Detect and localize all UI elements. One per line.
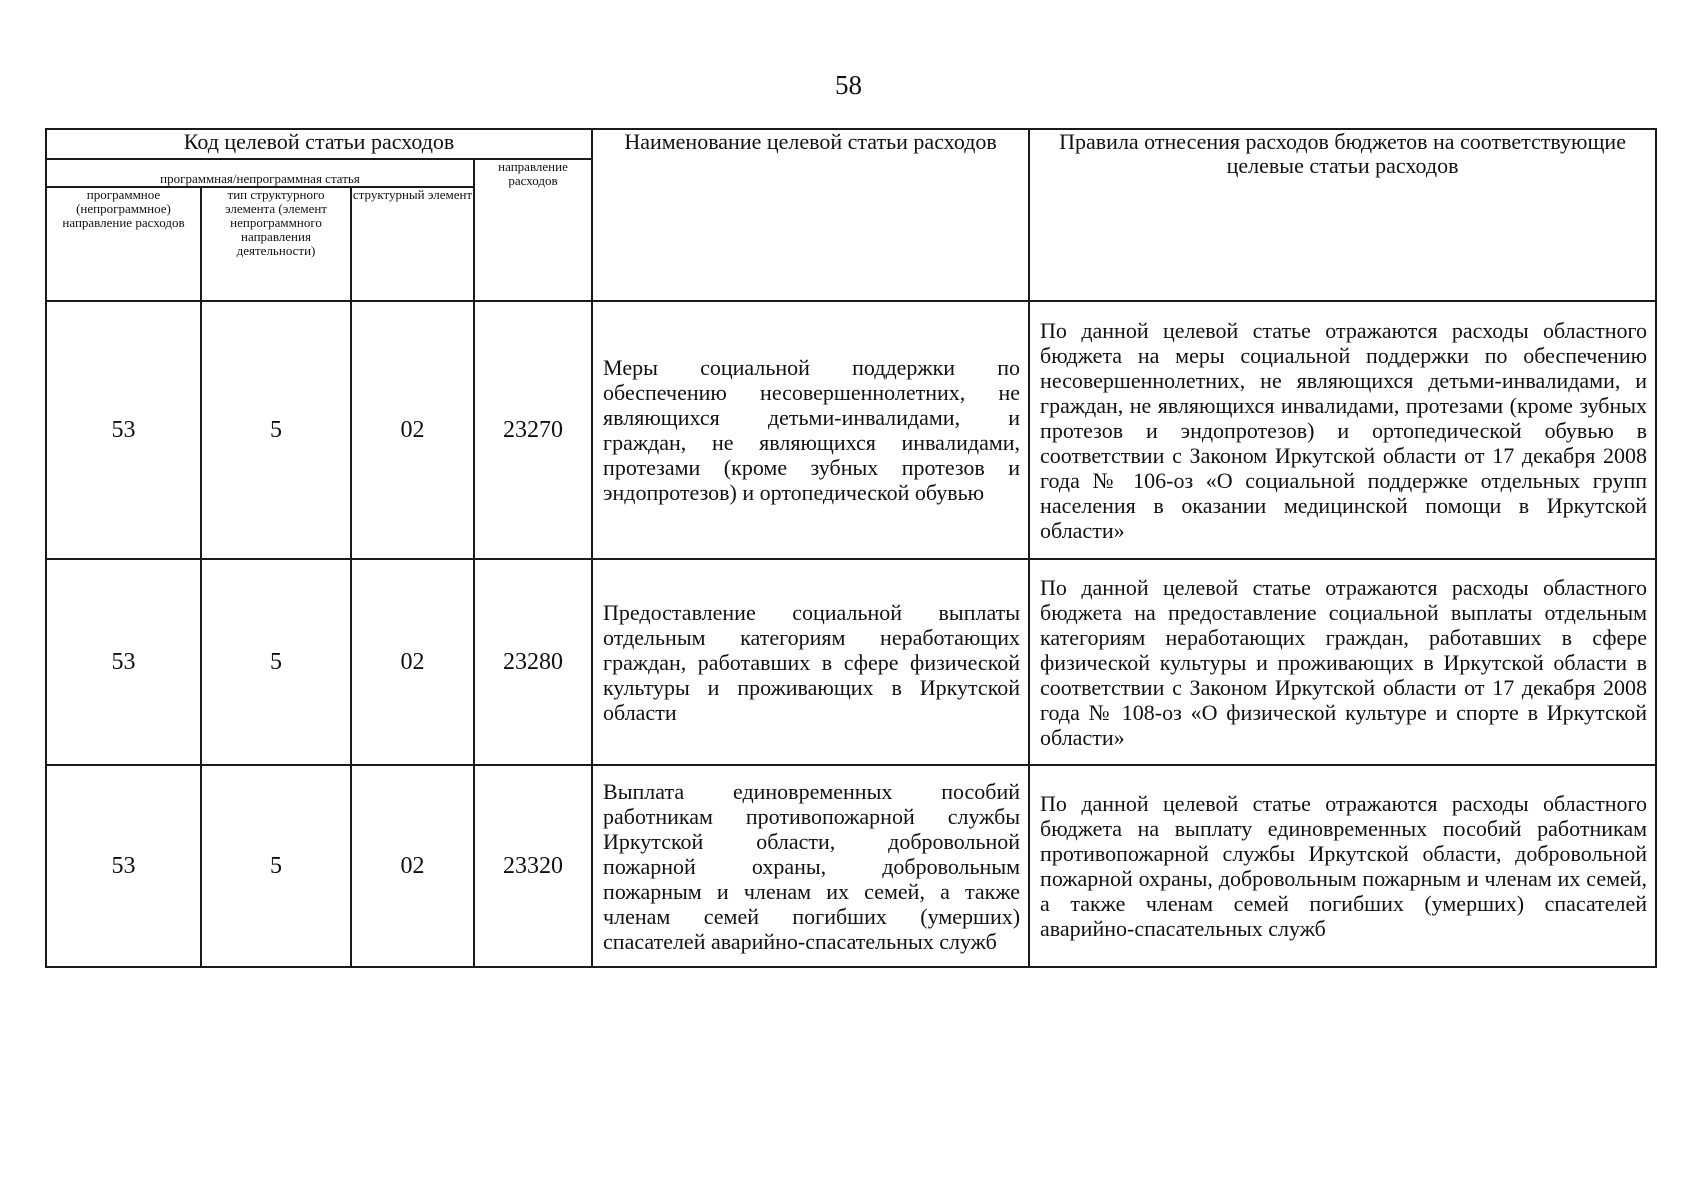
table-row	[46, 559, 1656, 765]
page-number: 58	[835, 70, 862, 100]
article-rule-cell: По данной целевой статье отражаются расходы областного бюджета на меры социальной поддержки по обеспечению несовершеннолетних, не являющихся детьми-инвалидами, и граждан, не являющихся инвалидами, протезами (кроме зубных протезов и эндопротезов) и ортопедической обувью в соответствии с Законом Иркутской области от 17 декабря 2008 года № 106-оз «О социальной поддержке отдельных групп населения в оказании медицинской помощи в Иркутской области»	[1029, 301, 1656, 559]
article-rule-cell: По данной целевой статье отражаются расходы областного бюджета на выплату единовременных пособий работникам противопожарной службы Иркутской области, добровольной пожарной охраны, добровольным пожарным и членам их семей, а также членам семей погибших (умерших) спасателей аварийно-спасательных служб	[1029, 765, 1656, 967]
article-rule-cell: По данной целевой статье отражаются расходы областного бюджета на предоставление социальной выплаты отдельным категориям неработающих граждан, работавших в сфере физической культуры и проживающих в Иркутской области в соответствии с Законом Иркутской области от 17 декабря 2008 года № 108-оз «О физической культуре и спорте в Иркутской области»	[1029, 559, 1656, 765]
table-row	[46, 765, 1656, 967]
program-article-header: программная/непрограммная статья	[46, 159, 474, 187]
article-name-cell: Выплата единовременных пособий работникам противопожарной службы Иркутской области, добровольной пожарной охраны, добровольным пожарным и членам их семей, а также членам семей погибших (умерших) спасателей аварийно-спасательных служб	[592, 765, 1029, 967]
program-code-cell: 53	[46, 301, 201, 559]
structural-element-header: структурный элемент	[351, 187, 474, 301]
element-type-header: тип структурного элемента (элемент непрограммного направления деятельности)	[201, 187, 351, 301]
element-code-cell: 02	[351, 301, 474, 559]
direction-code-cell: 23280	[474, 559, 592, 765]
element-code-cell: 02	[351, 559, 474, 765]
code-title-header: Код целевой статьи расходов	[46, 129, 592, 159]
table-row	[46, 301, 1656, 559]
type-code-cell: 5	[201, 765, 351, 967]
header-row-1	[46, 129, 1656, 159]
direction-code-cell: 23270	[474, 301, 592, 559]
budget-classification-table	[45, 128, 1657, 968]
article-name-cell: Меры социальной поддержки по обеспечению несовершеннолетних, не являющихся детьми-инвалидами, и граждан, не являющихся инвалидами, протезами (кроме зубных протезов и эндопротезов) и ортопедической обувью	[592, 301, 1029, 559]
type-code-cell: 5	[201, 559, 351, 765]
rules-title-header: Правила отнесения расходов бюджетов на соответствующие целевые статьи расходов	[1029, 129, 1656, 301]
program-direction-header: программное (непрограммное) направление расходов	[46, 187, 201, 301]
direction-code-cell: 23320	[474, 765, 592, 967]
article-name-cell: Предоставление социальной выплаты отдельным категориям неработающих граждан, работавших в сфере физической культуры и проживающих в Иркутской области	[592, 559, 1029, 765]
program-code-cell: 53	[46, 559, 201, 765]
name-title-header: Наименование целевой статьи расходов	[592, 129, 1029, 301]
element-code-cell: 02	[351, 765, 474, 967]
program-code-cell: 53	[46, 765, 201, 967]
type-code-cell: 5	[201, 301, 351, 559]
direction-header: направление расходов	[474, 159, 592, 301]
